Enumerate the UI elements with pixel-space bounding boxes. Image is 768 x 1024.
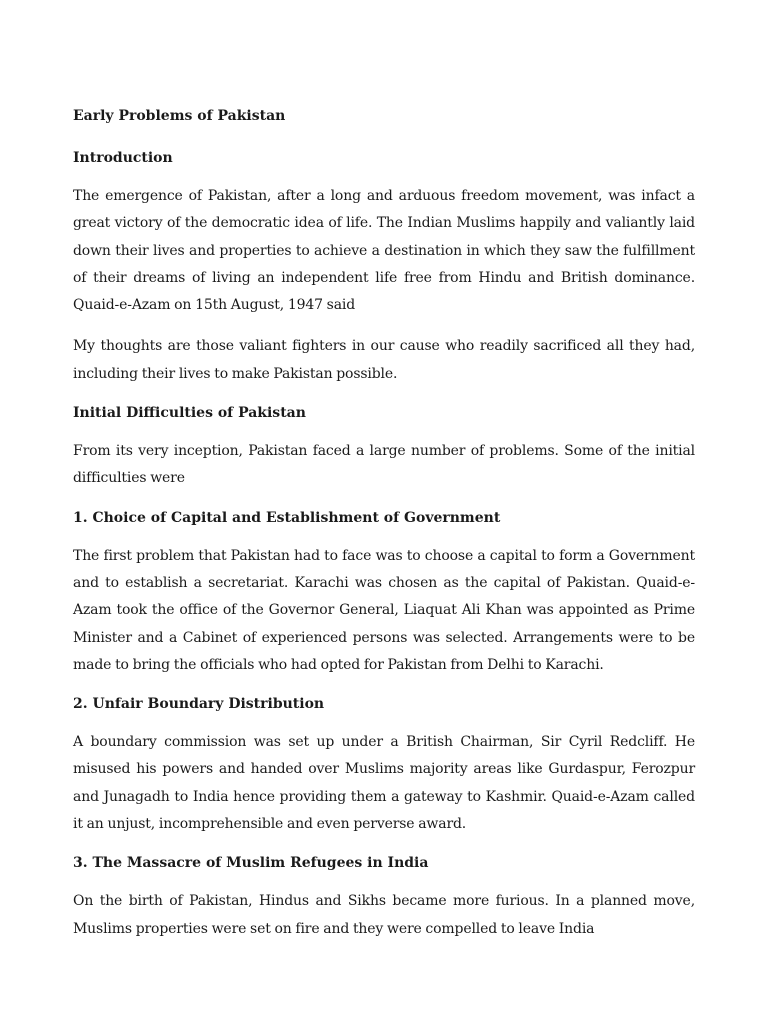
section-3-paragraph: On the birth of Pakistan, Hindus and Sikhs became more furious. In a planned move, Muslims properties were set on fire and they were compelled to leave India [73, 893, 695, 937]
spacer [73, 127, 695, 147]
document-title: Early Problems of Pakistan [73, 108, 286, 124]
section-2-paragraph: A boundary commission was set up under a British Chairman, Sir Cyril Redcliff. He misused his powers and handed over Muslims majority areas like Gurdaspur, Ferozpur and Junagadh to India hence providing them a gateway to Kashmir. Quaid-e-Azam called it an unjust, incomprehensible and even perverse award. [73, 734, 695, 833]
spacer [73, 424, 695, 438]
spacer [73, 874, 695, 888]
document-page [73, 105, 695, 943]
spacer [73, 169, 695, 183]
spacer [73, 493, 695, 507]
spacer [73, 679, 695, 693]
initial-difficulties-paragraph: From its very inception, Pakistan faced a large number of problems. Some of the initial difficulties were [73, 443, 695, 487]
section-1-heading: 1. Choice of Capital and Establishment of Government [73, 509, 501, 526]
spacer [73, 838, 695, 852]
section-1-paragraph: The first problem that Pakistan had to face was to choose a capital to form a Government and to establish a secretariat. Karachi was chosen as the capital of Pakistan. Quaid-e-Azam took the office of the Governor General, Liaquat Ali Khan was appointed as Prime Minister and a Cabinet of experienced persons was selected. Arrangements were to be made to bring the officials who had opted for Pakistan from Delhi to Karachi. [73, 547, 695, 673]
spacer [73, 388, 695, 402]
section-2-heading: 2. Unfair Boundary Distribution [73, 696, 325, 713]
initial-difficulties-heading: Initial Difficulties of Pakistan [73, 405, 306, 422]
spacer [73, 715, 695, 729]
introduction-heading: Introduction [73, 150, 173, 166]
introduction-paragraph: The emergence of Pakistan, after a long and arduous freedom movement, was infact a great victory of the democratic idea of life. The Indian Muslims happily and valiantly laid down their lives and properties to achieve a destination in which they saw the fulfillment of their dreams of living an independent life free from Hindu and British dominance. Quaid-e-Azam on 15th August, 1947 said [73, 188, 695, 314]
spacer [73, 529, 695, 543]
section-3-heading: 3. The Massacre of Muslim Refugees in India [73, 855, 429, 872]
spacer [73, 319, 695, 333]
quote-paragraph: My thoughts are those valiant fighters in our cause who readily sacrificed all they had, including their lives to make Pakistan possible. [73, 338, 695, 382]
